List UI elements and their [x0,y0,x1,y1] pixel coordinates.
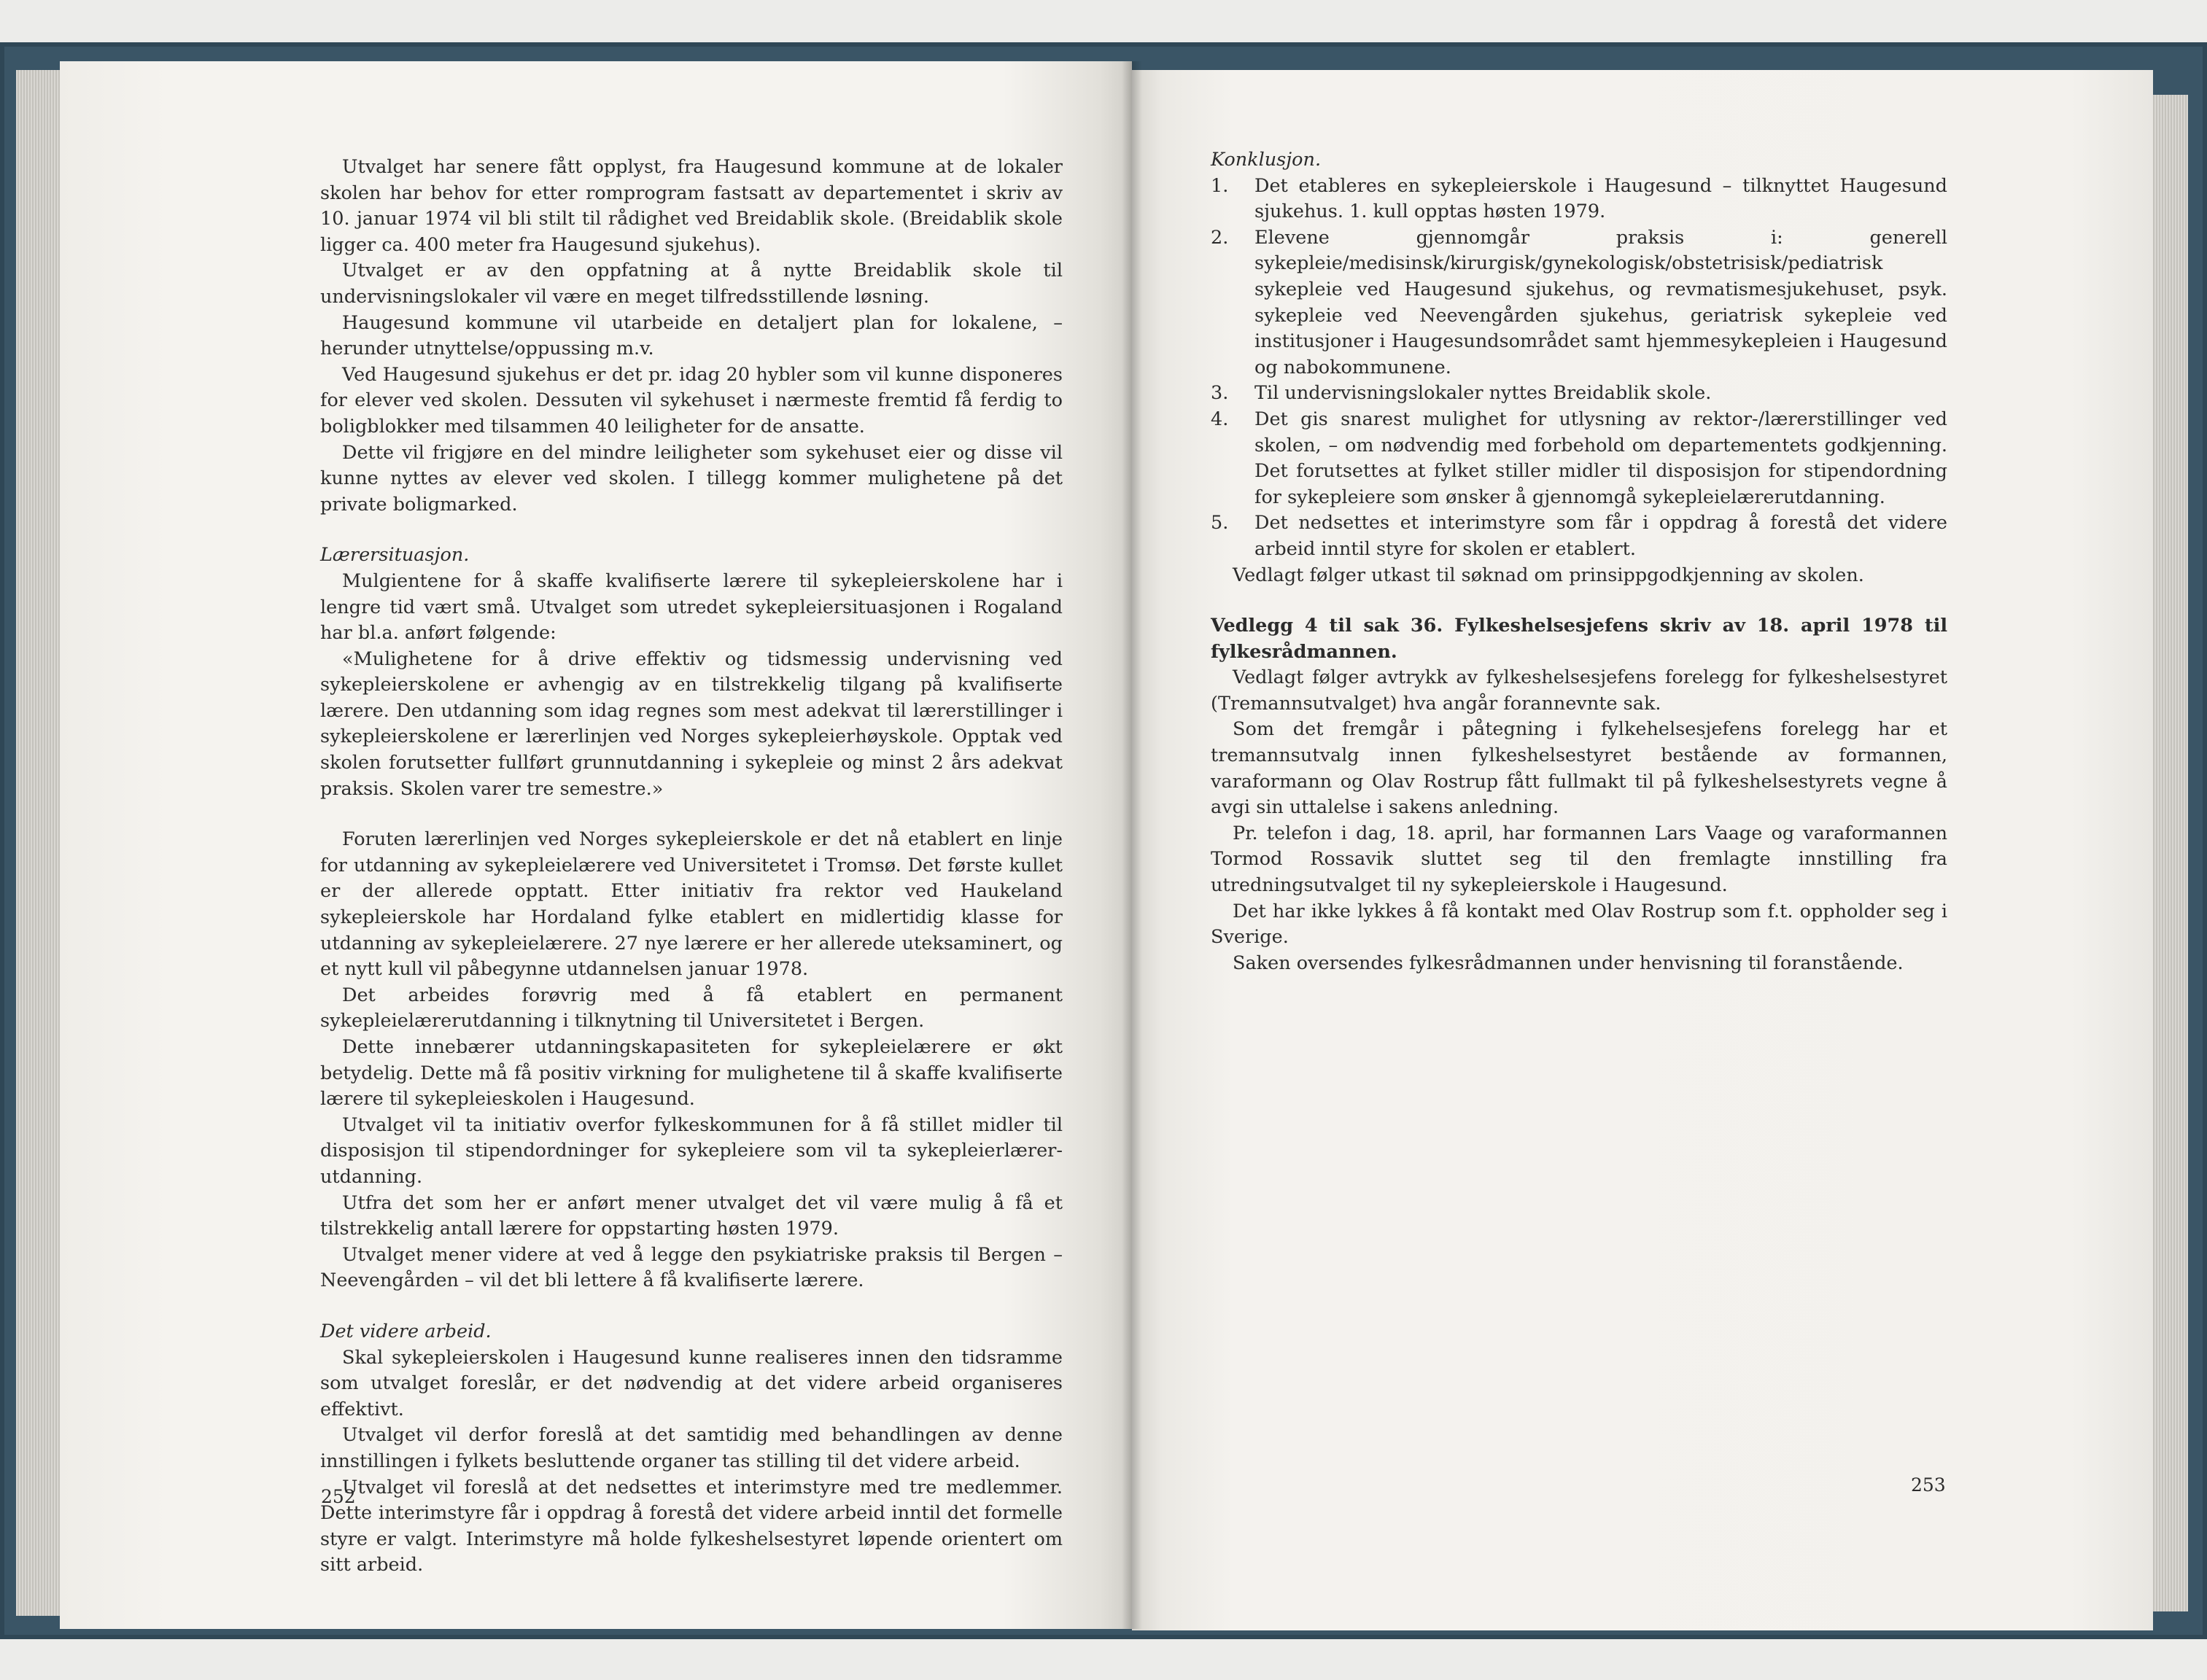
section-heading-videre-arbeid: Det videre arbeid. [320,1320,492,1342]
section-heading-konklusjon: Konklusjon. [1211,149,1322,171]
right-page-text [1211,147,1947,976]
paragraph: Utvalget vil ta initiativ overfor fylkeskommunen for å få stillet midler til disposisjon til stipendordninger for sykepleiere som vil ta sykepleierlærer-utdanning. [320,1113,1063,1188]
paragraph: Utfra det som her er anført mener utvalget det vil være mulig å få et tilstrekkelig antall lærere for oppstarting høsten 1979. [320,1191,1063,1240]
paragraph: Vedlagt følger utkast til søknad om prinsippgodkjenning av skolen. [1233,564,1864,586]
paragraph: Dette innebærer utdanningskapasiteten for sykepleielærere er økt betydelig. Dette må få positiv virkning for mulighetene til å skaffe kvalifiserte lærere til sykepleieskolen i Haugesund. [320,1036,1063,1111]
paragraph: Utvalget mener videre at ved å legge den psykiatriske praksis til Bergen – Neevengården – vil det bli lettere å få kvalifiserte lærere. [320,1243,1063,1292]
quote-paragraph: «Mulighetene for å drive effektiv og tidsmessig undervisning ved sykepleierskolene er avhengig av en tilstrekkelig tilgang på kvalifiserte lærere. Den utdanning som idag regnes som mest adekvat til lærerstillinger i sykepleierskolene er lærerlinjen ved Norges sykepleierhøyskole. Opptak ved skolen forutsetter fullført grunnutdanning i sykepleie og minst 2 års adekvat praksis. Skolen varer tre semestre.» [320,648,1063,800]
paragraph: Utvalget vil derfor foreslå at det samtidig med behandlingen av denne innstillingen i fylkets besluttende organer tas stilling til det videre arbeid. [320,1424,1063,1472]
list-number: 1. [1211,174,1229,197]
page-number-right: 253 [1911,1474,1946,1496]
paragraph: Utvalget har senere fått opplyst, fra Haugesund kommune at de lokaler skolen har behov for etter romprogram fastsatt av departementet i skriv av 10. januar 1974 vil bli stilt til rådighet ved Breidablik skole. (Breidablik skole ligger ca. 400 meter fra Haugesund sjukehus). [320,156,1063,256]
paragraph: Skal sykepleierskolen i Haugesund kunne realiseres innen den tidsramme som utvalget foreslår, er det nødvendig at det videre arbeid organiseres effektivt. [320,1346,1063,1420]
page-edges-left [16,70,60,1616]
list-text: Det nedsettes et interimstyre som får i oppdrag å forestå det videre arbeid inntil styre for skolen er etablert. [1254,512,1947,560]
list-item [1211,225,1947,381]
section-heading-laerersituasjon: Lærersituasjon. [320,544,470,567]
paragraph: Det har ikke lykkes å få kontakt med Olav Rostrup som f.t. oppholder seg i Sverige. [1211,900,1947,949]
list-number: 2. [1211,226,1229,249]
attachment-heading: Vedlegg 4 til sak 36. Fylkeshelsesjefens skriv av 18. april 1978 til fylkesrådmannen. [1211,615,1947,663]
list-item [1211,407,1947,510]
list-item [1211,381,1947,407]
list-number: 4. [1211,408,1229,430]
paragraph: Ved Haugesund sjukehus er det pr. idag 20 hybler som vil kunne disponeres for elever ved skolen. Dessuten vil sykehuset i nærmeste fremtid få ferdig to boligblokker med tilsammen 40 leiligheter for de ansatte. [320,363,1063,438]
paragraph: Foruten lærerlinjen ved Norges sykepleierskole er det nå etablert en linje for utdanning av sykepleielærere ved Universitetet i Tromsø. Det første kullet er der allerede opptatt. Etter initiativ fra rektor ved Haukeland sykepleierskole har Hordaland fylke etablert en midlertidig klasse for utdanning av sykepleielærere. 27 nye lærere er her allerede uteksaminert, og et nytt kull vil påbegynne utdannelsen januar 1978. [320,828,1063,981]
paragraph: Haugesund kommune vil utarbeide en detaljert plan for lokalene, – herunder utnyttelse/oppussing m.v. [320,311,1063,360]
list-text: Til undervisningslokaler nyttes Breidablik skole. [1254,382,1712,405]
book-gutter [1122,61,1142,1629]
page-number-left: 252 [321,1486,356,1507]
conclusion-list [1211,174,1947,563]
paragraph: Utvalget er av den oppfatning at å nytte Breidablik skole til undervisningslokaler vil være en meget tilfredsstillende løsning. [320,260,1063,308]
paragraph: Som det fremgår i påtegning i fylkehelsesjefens forelegg har et tremannsutvalg innen fylkeshelsestyret bestående av formannen, varaformann og Olav Rostrup fått fullmakt til på fylkeshelsestyrets vegne å avgi sin uttalelse i sakens anledning. [1211,718,1947,819]
paragraph: Utvalget vil foreslå at det nedsettes et interimstyre med tre medlemmer. Dette interimstyre får i oppdrag å forestå det videre arbeid inntil det formelle styre er valgt. Interimstyre må holde fylkeshelsestyret løpende orientert om sitt arbeid. [320,1476,1063,1576]
paragraph: Vedlagt følger avtrykk av fylkeshelsesjefens forelegg for fylkeshelsestyret (Tremannsutvalget) hva angår forannevnte sak. [1211,666,1947,715]
list-item [1211,174,1947,225]
paragraph: Det arbeides forøvrig med å få etablert en permanent sykepleielærerutdanning i tilknytning til Universitetet i Bergen. [320,984,1063,1032]
paragraph: Dette vil frigjøre en del mindre leiligheter som sykehuset eier og disse vil kunne nyttes av elever ved skolen. I tillegg kommer mulighetene på det private boligmarked. [320,441,1063,516]
list-number: 5. [1211,512,1229,534]
list-text: Det gis snarest mulighet for utlysning av rektor-/lærerstillinger ved skolen, – om nødvendig med forbehold om departementets godkjenning. Det forutsettes at fylket stiller midler til disposisjon for stipendordning for sykepleiere som ønsker å gjennomgå sykepleielærerutdanning. [1254,408,1947,508]
paragraph: Mulgientene for å skaffe kvalifiserte lærere til sykepleierskolene har i lengre tid vært små. Utvalget som utredet sykepleiersituasjonen i Rogaland har bl.a. anført følgende: [320,569,1063,645]
paragraph: Pr. telefon i dag, 18. april, har formannen Lars Vaage og varaformannen Tormod Rossavik sluttet seg til den fremlagte innstilling fra utredningsutvalget til ny sykepleierskole i Haugesund. [1211,822,1947,897]
list-item [1211,510,1947,562]
list-text: Det etableres en sykepleierskole i Haugesund – tilknyttet Haugesund sjukehus. 1. kull opptas høsten 1979. [1254,174,1947,223]
list-text: Elevene gjennomgår praksis i: generell sykepleie/medisinsk/kirurgisk/gynekologisk/obstetrisisk/pediatrisk sykepleie ved Haugesund sjukehus, og revmatismesjukehuset, psyk. sykepleie ved Neevengården sjukehus, geriatrisk sykepleie ved institusjoner i Haugesundsområdet samt hjemmesykepleien i Haugesund og nabokommunene. [1254,226,1947,378]
left-page-text [320,155,1063,1579]
paragraph: Saken oversendes fylkesrådmannen under henvisning til foranstående. [1233,952,1904,974]
list-number: 3. [1211,382,1229,405]
